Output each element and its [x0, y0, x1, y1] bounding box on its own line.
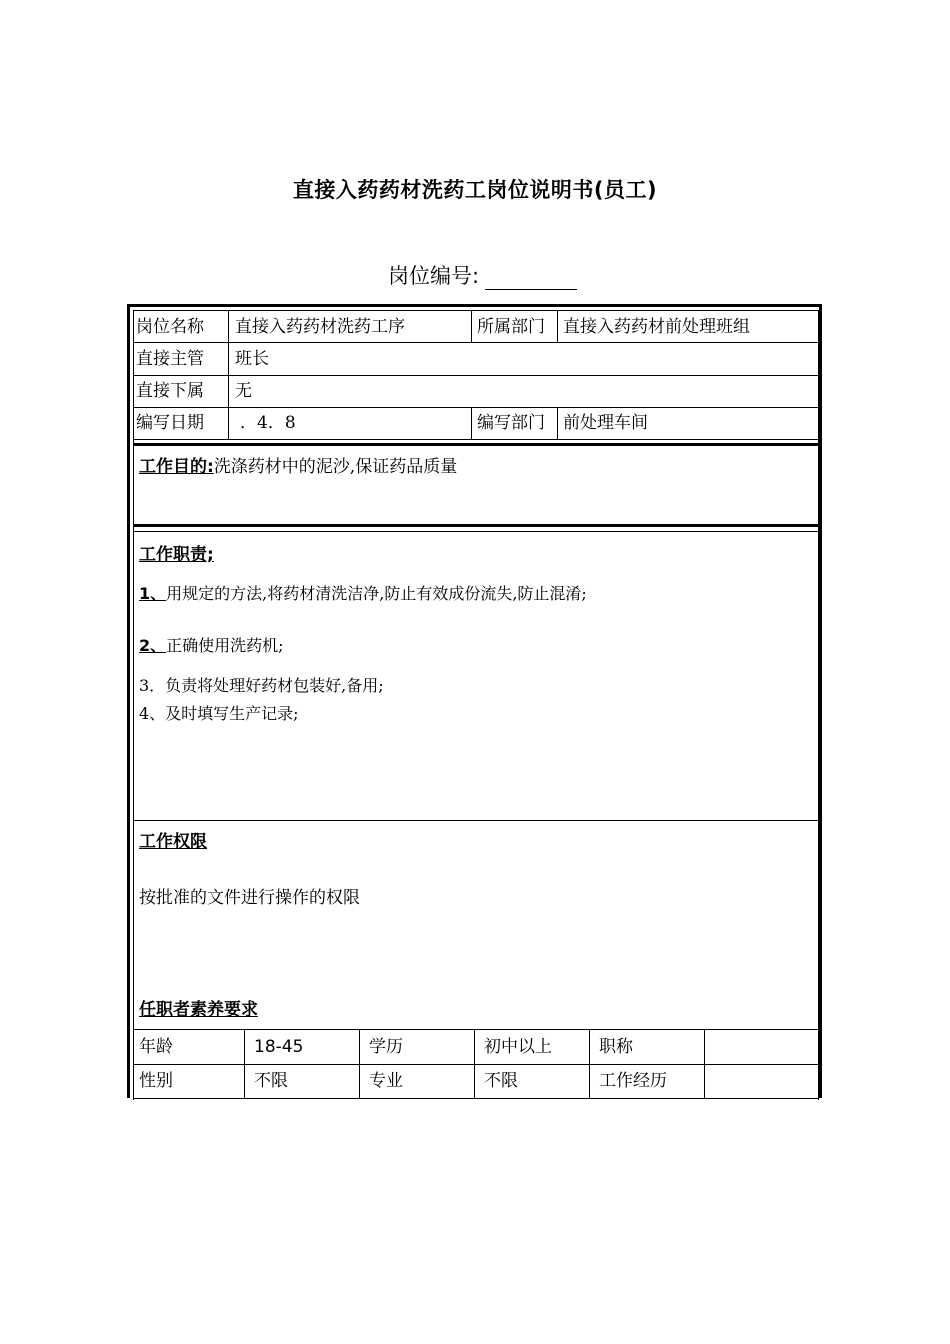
purpose-text: 洗涤药材中的泥沙,保证药品质量 — [213, 457, 458, 477]
label-write-date: 编写日期 — [136, 413, 204, 433]
grid-line — [359, 1029, 360, 1098]
duties-heading: 工作职责; — [139, 545, 214, 565]
req-cell: 不限 — [484, 1071, 518, 1091]
purpose-heading: 工作目的: — [139, 457, 214, 477]
authority-heading: 工作权限 — [139, 832, 207, 852]
duty-number: 1、 — [139, 584, 167, 603]
value-department: 直接入药药材前处理班组 — [563, 317, 750, 337]
purpose-section — [139, 452, 457, 477]
grid-line — [133, 1098, 819, 1099]
authority-text: 按批准的文件进行操作的权限 — [139, 888, 360, 908]
label-department: 所属部门 — [477, 317, 545, 337]
grid-line — [474, 1029, 475, 1098]
post-number-label: 岗位编号: — [388, 264, 480, 288]
grid-line — [133, 407, 819, 408]
grid-line — [589, 1029, 590, 1098]
duty-item — [139, 581, 587, 604]
separator — [133, 439, 819, 440]
grid-line — [557, 311, 558, 342]
req-cell: 专业 — [369, 1071, 403, 1091]
separator — [133, 443, 819, 446]
req-cell: 年龄 — [139, 1037, 173, 1057]
grid-line — [244, 1029, 245, 1098]
req-cell: 职称 — [599, 1037, 633, 1057]
req-cell: 工作经历 — [599, 1071, 667, 1091]
value-write-department: 前处理车间 — [563, 413, 648, 433]
duty-text: 正确使用洗药机; — [166, 636, 284, 655]
value-post-name: 直接入药药材洗药工序 — [235, 317, 405, 337]
document-title: 直接入药药材洗药工岗位说明书(员工) — [292, 178, 658, 202]
label-post-name: 岗位名称 — [136, 317, 204, 337]
grid-line — [133, 1064, 819, 1065]
label-write-department: 编写部门 — [477, 413, 545, 433]
duty-text: 用规定的方法,将药材清洗洁净,防止有效成份流失,防止混淆; — [166, 584, 587, 603]
grid-line — [471, 311, 472, 342]
value-subordinate: 无 — [235, 381, 252, 401]
grid-line — [133, 1029, 819, 1030]
grid-line — [133, 375, 819, 376]
duty-item — [139, 633, 284, 656]
grid-line — [228, 311, 229, 439]
separator — [133, 820, 819, 821]
req-cell: 不限 — [254, 1071, 288, 1091]
post-number — [388, 260, 577, 290]
label-supervisor: 直接主管 — [136, 349, 204, 369]
separator — [133, 524, 819, 527]
req-cell: 性别 — [139, 1071, 173, 1091]
grid-line — [133, 342, 819, 343]
value-supervisor: 班长 — [235, 349, 269, 369]
grid-line — [471, 407, 472, 439]
duty-item: 3．负责将处理好药材包装好,备用; — [139, 676, 384, 695]
duty-number: 2、 — [139, 636, 167, 655]
req-cell: 初中以上 — [484, 1037, 552, 1057]
label-subordinate: 直接下属 — [136, 381, 204, 401]
requirements-heading: 任职者素养要求 — [139, 1000, 258, 1020]
duty-item: 4、及时填写生产记录; — [139, 704, 299, 723]
req-cell: 学历 — [369, 1037, 403, 1057]
grid-line — [557, 407, 558, 439]
post-number-blank — [485, 269, 577, 290]
grid-line — [704, 1029, 705, 1098]
separator — [133, 531, 819, 532]
value-write-date: ．4．8 — [240, 413, 296, 433]
req-cell: 18-45 — [254, 1037, 304, 1057]
